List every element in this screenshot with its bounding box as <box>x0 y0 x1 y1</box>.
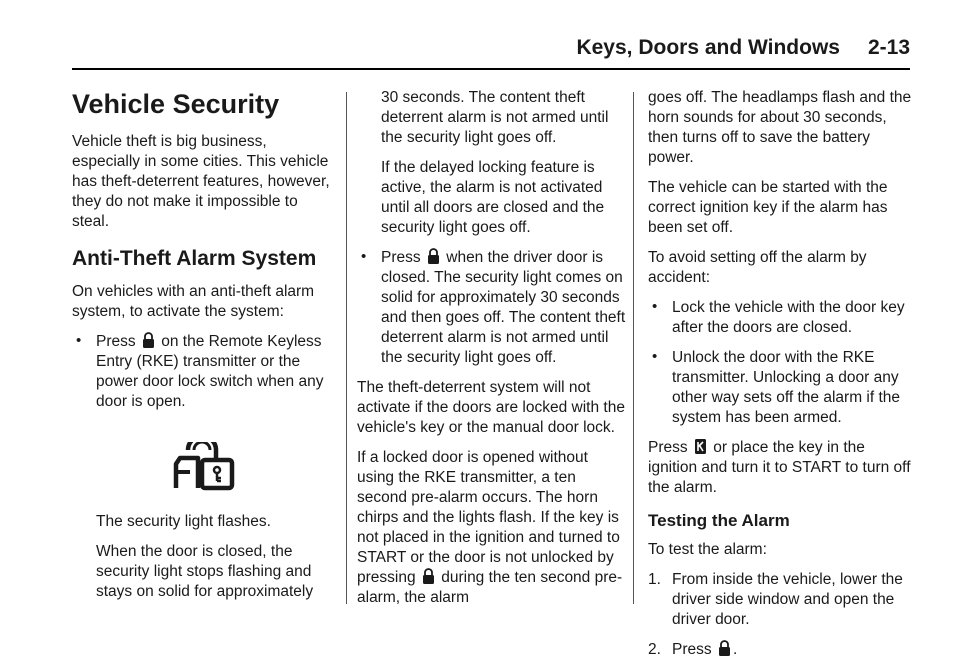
column-3 <box>648 88 913 670</box>
bullet-dot: • <box>361 248 367 265</box>
turn-off-paragraph: Press or place the key in the ignition and turn it to START to turn off the alarm. <box>648 439 911 496</box>
page-header <box>72 30 910 70</box>
section-title: Keys, Doors and Windows <box>576 36 840 59</box>
started-paragraph: The vehicle can be started with the correct ignition key if the alarm has been set off. <box>648 179 888 236</box>
page-number: 2-13 <box>867 36 910 59</box>
bullet-lock-key: • Lock the vehicle with the door key after the doors are closed. <box>652 298 905 336</box>
section-heading: Anti-Theft Alarm System <box>72 247 317 270</box>
step-2: 2. Press . <box>648 641 738 658</box>
alarm-cont-paragraph: goes off. The headlamps flash and the horn sounds for about 30 seconds, then turns off to save the battery power. <box>648 89 912 166</box>
column-2 <box>357 88 627 618</box>
testing-heading: Testing the Alarm <box>648 511 790 530</box>
cont-paragraph: 30 seconds. The content theft deterrent alarm is not armed until the security light goes off. <box>381 89 609 146</box>
column-divider-2 <box>633 92 634 604</box>
column-divider-1 <box>346 92 347 604</box>
unlock-icon <box>422 568 435 585</box>
closed-paragraph: When the door is closed, the security light stops flashing and stays on solid for approximately <box>96 543 314 600</box>
key-icon <box>694 438 707 455</box>
lock-icon <box>718 640 731 657</box>
bullet-dot: • <box>76 332 82 349</box>
locked-door-paragraph: If a locked door is opened without using the RKE transmitter, a ten second pre-alarm occurs. The horn chirps and the lights flash. If the key is not placed in the ignition and turned to START or the door is not unlocked by pressing during the ten second pre-alarm, the alarm <box>357 449 623 606</box>
avoid-paragraph: To avoid setting off the alarm by accident: <box>648 249 867 286</box>
lock-icon <box>427 248 440 265</box>
bullet-press-lock: • Press on the Remote Keyless Entry (RKE) transmitter or the power door lock switch when any door is open. <box>76 332 324 410</box>
delayed-paragraph: If the delayed locking feature is active, the alarm is not activated until all doors are closed and the security light goes off. <box>381 159 605 236</box>
page-title: Vehicle Security <box>72 89 280 119</box>
lock-icon <box>142 332 155 349</box>
bullet-dot: • <box>652 298 658 315</box>
bullet-press-lock-driver: • Press when the driver door is closed. The security light comes on solid for approximately 30 seconds and then goes off. The content theft deterrent alarm is not armed until the security light goes off. <box>361 248 626 366</box>
bullet-dot: • <box>652 348 658 365</box>
activate-paragraph: On vehicles with an anti-theft alarm system, to activate the system: <box>72 283 315 320</box>
step-1: 1. From inside the vehicle, lower the driver side window and open the driver door. <box>648 571 903 628</box>
bullet-unlock-rke: • Unlock the door with the RKE transmitter. Unlocking a door any other way sets off the alarm if the system has been armed. <box>652 348 901 426</box>
to-test-paragraph: To test the alarm: <box>648 541 767 558</box>
not-activate-paragraph: The theft-deterrent system will not activate if the doors are locked with the vehicle's key or the manual door lock. <box>357 379 625 436</box>
header-text <box>576 36 910 60</box>
column-1 <box>72 88 337 612</box>
security-light-icon <box>168 442 238 492</box>
intro-paragraph: Vehicle theft is big business, especially in some cities. This vehicle has theft-deterrent features, however, they do not make it impossible to steal. <box>72 133 330 230</box>
flash-paragraph: The security light flashes. <box>96 513 271 530</box>
